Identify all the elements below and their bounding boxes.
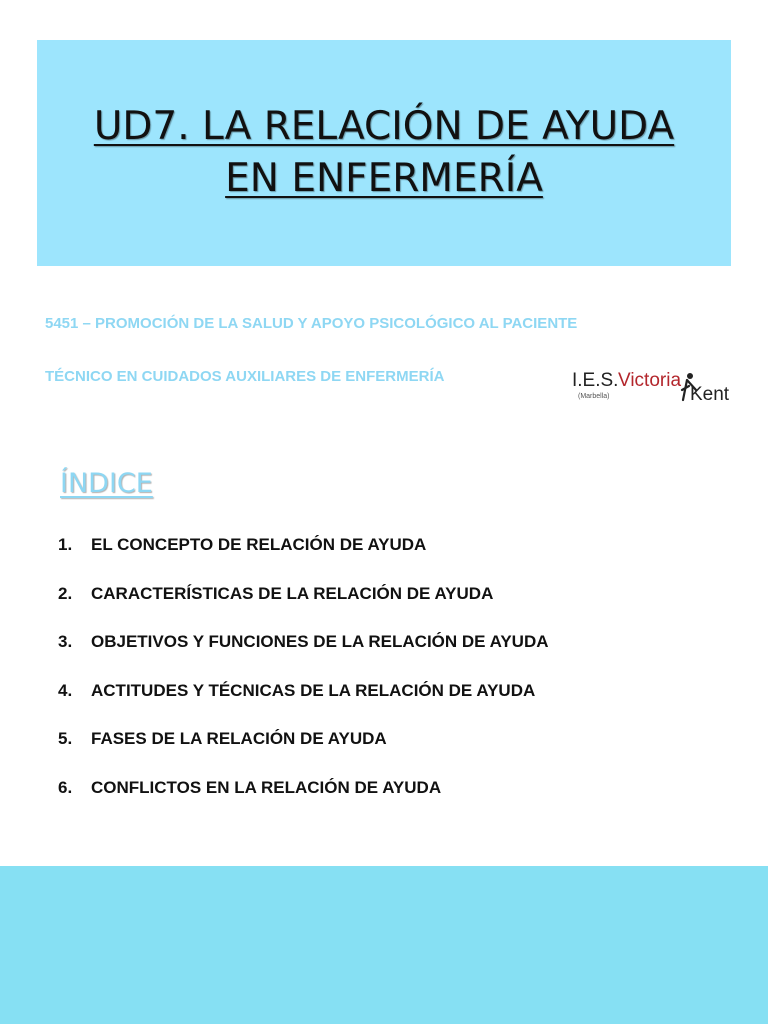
logo-prefix: I.E.S. [572, 370, 619, 391]
index-item-number: 3. [58, 632, 73, 651]
index-item [58, 535, 549, 584]
school-logo [570, 364, 732, 406]
index-item-number: 6. [58, 777, 73, 797]
index-item [58, 584, 549, 633]
course-subtitle: TÉCNICO EN CUIDADOS AUXILIARES DE ENFERMERÍA [45, 368, 445, 385]
index-item [58, 778, 549, 827]
index-item-number: 1. [58, 535, 73, 554]
logo-name-part1: Victoria [618, 370, 682, 391]
index-list [58, 535, 549, 826]
index-item-number: 5. [58, 729, 73, 748]
index-item-label: OBJETIVOS Y FUNCIONES DE LA RELACIÓN DE AYUDA [91, 632, 549, 651]
index-item-label: FASES DE LA RELACIÓN DE AYUDA [91, 729, 387, 748]
index-item [58, 681, 549, 730]
index-item-label: ACTITUDES Y TÉCNICAS DE LA RELACIÓN DE AYUDA [91, 680, 536, 700]
module-subtitle: 5451 – PROMOCIÓN DE LA SALUD Y APOYO PSICOLÓGICO AL PACIENTE [45, 315, 578, 332]
logo-name-part2: Kent [690, 384, 730, 405]
index-item-number: 4. [58, 680, 73, 700]
slide-title: UD7. LA RELACIÓN DE AYUDA EN ENFERMERÍA [93, 104, 675, 201]
index-item-label: CARACTERÍSTICAS DE LA RELACIÓN DE AYUDA [91, 583, 494, 603]
index-item-number: 2. [58, 583, 73, 603]
index-item-label: CONFLICTOS EN LA RELACIÓN DE AYUDA [91, 777, 442, 797]
footer-band [0, 866, 768, 1024]
index-heading: ÍNDICE [60, 468, 153, 499]
index-item [58, 632, 549, 681]
index-item-label: EL CONCEPTO DE RELACIÓN DE AYUDA [91, 535, 427, 554]
index-item [58, 729, 549, 778]
logo-location: (Marbella) [578, 393, 610, 400]
title-banner [37, 40, 731, 266]
